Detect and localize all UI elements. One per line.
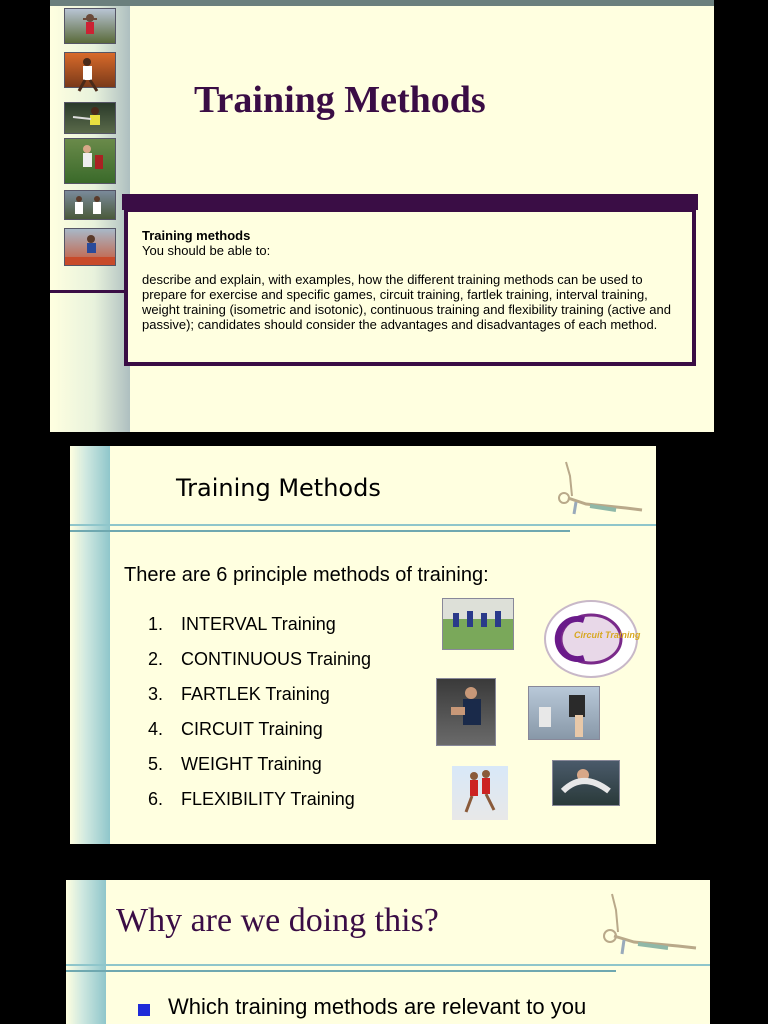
methods-list: [148, 614, 371, 824]
header-line-2: [66, 970, 616, 972]
intro-text: There are 6 principle methods of training:: [124, 564, 489, 586]
list-item: 1. INTERVAL Training: [148, 614, 336, 634]
circuit-training-logo: [544, 600, 641, 678]
slide-title: Training Methods: [176, 474, 381, 502]
slide-title: Training Methods: [194, 79, 486, 121]
athlete-photo-4: [64, 138, 116, 184]
box-body: describe and explain, with examples, how the different training methods can be used to prepare for exercise and specific games, circuit training, fartlek training, interval training, weight training (isometric and isotonic), continuous training and flexibility training (active and passive); candidates should consider the advantages and disadvantages of each method.: [142, 272, 671, 332]
left-strip: [66, 880, 106, 1024]
list-item: 6. FLEXIBILITY Training: [148, 789, 355, 809]
interval-training-photo: [442, 598, 514, 650]
fartlek-training-photo: [452, 766, 508, 820]
header-line: [66, 964, 710, 966]
athlete-photo-1: [64, 8, 116, 44]
flexibility-photo-1: [528, 686, 600, 740]
left-strip: [70, 446, 110, 844]
skeleton-illustration: [590, 888, 700, 958]
bullet-text: Which training methods are relevant to you: [168, 994, 587, 1019]
slide-title: Why are we doing this?: [116, 902, 439, 939]
skeleton-illustration: [546, 456, 646, 518]
slide-3: [66, 880, 710, 1024]
bullet-marker: [138, 1004, 150, 1016]
header-line: [70, 524, 656, 526]
athlete-photo-5: [64, 190, 116, 220]
slide-1: [50, 0, 714, 432]
objectives-box: [124, 208, 696, 366]
divider-line: [50, 290, 126, 293]
slide-2: [70, 446, 656, 844]
flexibility-photo-2: [552, 760, 620, 806]
list-item: 2. CONTINUOUS Training: [148, 649, 372, 669]
box-heading: Training methods: [142, 228, 251, 243]
list-item: 5. WEIGHT Training: [148, 754, 322, 774]
athlete-photo-6: [64, 228, 116, 266]
top-bar: [50, 0, 714, 6]
list-item: 4. CIRCUIT Training: [148, 719, 323, 739]
header-line-2: [70, 530, 570, 532]
box-subheading: You should be able to:: [142, 243, 271, 258]
circuit-logo-text: Circuit Training: [574, 630, 641, 640]
weight-training-photo: [436, 678, 496, 746]
list-item: 3. FARTLEK Training: [148, 684, 330, 704]
